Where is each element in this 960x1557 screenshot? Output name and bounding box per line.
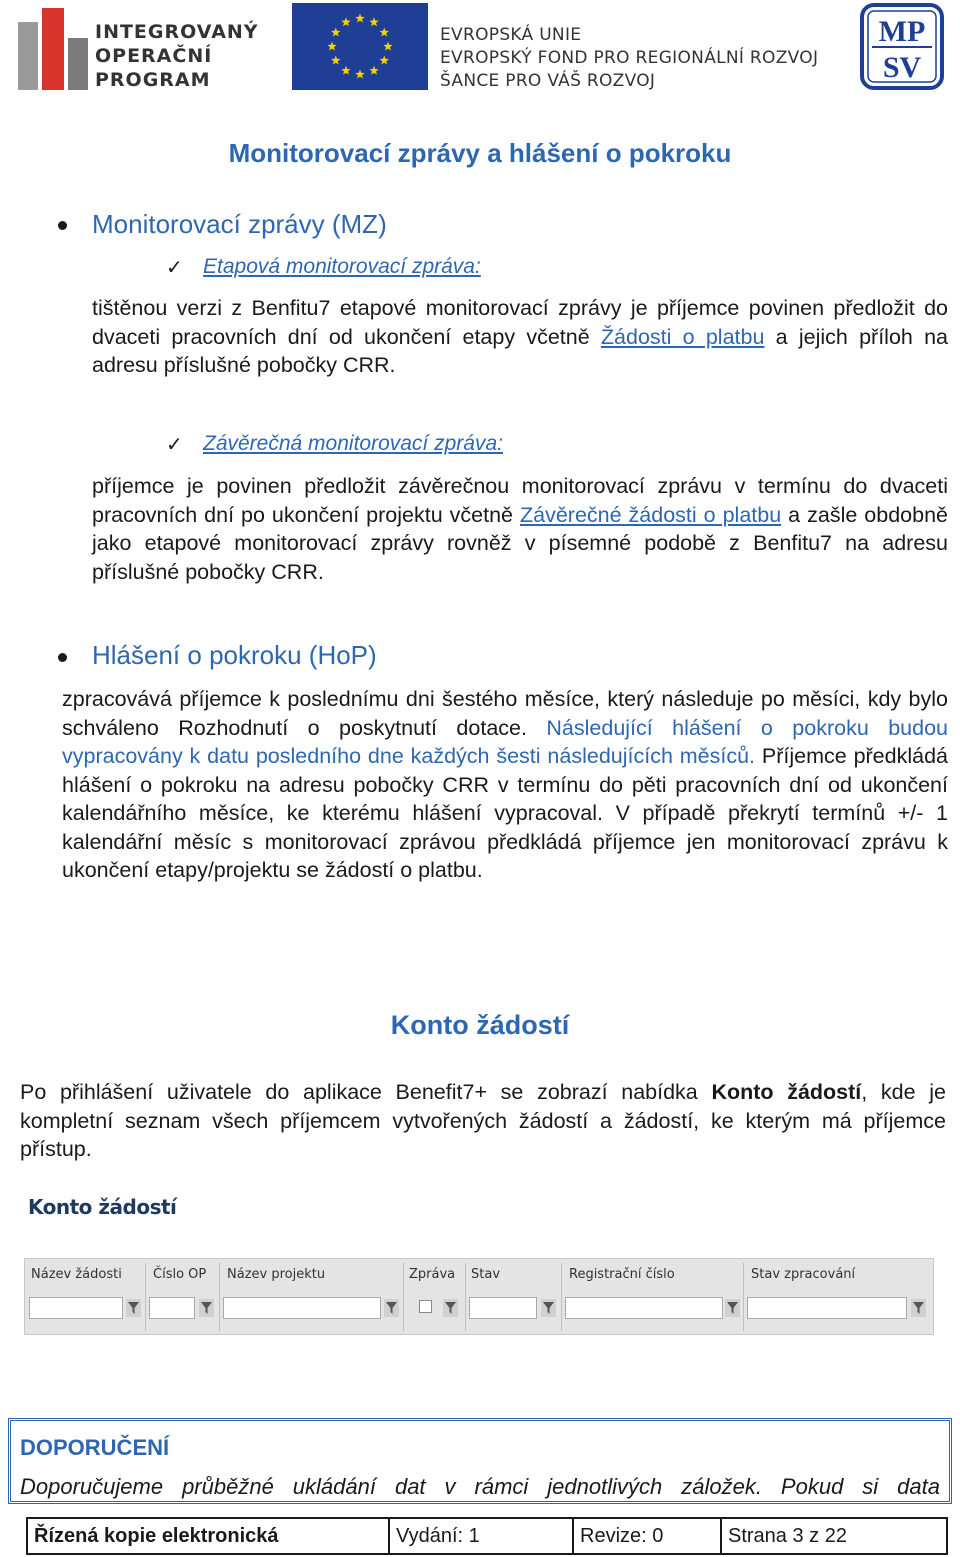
eu-line: ŠANCE PRO VÁŠ ROZVOJ [440,71,656,91]
eu-star-icon [369,66,379,75]
eu-flag-icon [292,3,428,90]
section-title: Monitorovací zprávy a hlášení o pokroku [228,138,732,168]
mpsv-logo-icon [860,3,944,90]
eu-line: EVROPSKÝ FOND PRO REGIONÁLNÍ ROZVOJ [440,48,819,68]
eu-star-icon [341,17,351,26]
iop-line: INTEGROVANÝ [95,21,259,43]
text-run: příjemce je povinen předložit závěrečnou monitorovací zprávu v termínu do dvaceti pracovních dní po ukončení projektu včetně [92,474,948,527]
paragraph-etapova [92,294,948,380]
eu-star-icon [341,66,351,75]
bullet-icon [58,653,67,662]
filter-input-registracni-cislo[interactable] [565,1297,723,1319]
filter-funnel-icon[interactable] [126,1299,141,1317]
text-run: Po přihlášení uživatele do aplikace Benefit7+ se zobrazí nabídka [20,1080,712,1104]
eu-star-icon [369,17,379,26]
footer-table [26,1517,948,1555]
text-run: a jejich příloh na adresu příslušné pobočky CRR. [92,324,949,377]
filter-input-stav[interactable] [469,1297,537,1319]
column-header[interactable]: Zpráva [409,1267,456,1282]
filter-funnel-icon[interactable] [384,1299,399,1317]
eu-star-icon [331,28,341,37]
filter-funnel-icon[interactable] [541,1299,556,1317]
iop-logo-icon [18,8,88,90]
text-run: , kde je kompletní seznam všech příjemcem vytvořených žádostí a žádostí, ke kterým má příjemce přístup. [20,1080,946,1161]
column-header[interactable]: Stav zpracování [751,1267,856,1282]
footer-revision: Revize: 0 [574,1519,722,1553]
mpsv-top-text: MP [878,15,926,48]
bullet-icon [58,221,67,230]
column-header[interactable]: Název projektu [227,1267,326,1282]
link-zadosti-o-platbu[interactable]: Žádosti o platbu [600,324,765,349]
link-zaverecne-zadosti[interactable]: Závěrečné žádosti o platbu [519,502,782,527]
column-header[interactable]: Název žádosti [31,1267,122,1282]
column-header[interactable]: Registrační číslo [569,1267,675,1282]
text-run: a zašle obdobně jako etapové monitorovací zprávy rovněž v písemné podobě z Benfitu7 na adresu příslušné pobočky CRR. [92,502,948,584]
recommendation-text: Doporučujeme průběžné ukládání dat v rámci jednotlivých záložek. Pokud si data [20,1474,940,1499]
bullet-heading-mz: Monitorovací zprávy (MZ) [92,209,387,239]
mpsv-bottom-text: SV [882,51,922,84]
eu-star-icon [327,42,337,51]
paragraph-zaverecna [92,472,948,586]
text-run-blue: Následující hlášení o pokroku budou vypracovány k datu posledního dne každých šesti následujících měsíců. [62,715,949,768]
filter-input-nazev-zadosti[interactable] [29,1297,123,1319]
column-header[interactable]: Číslo OP [153,1267,207,1282]
eu-star-icon [383,42,393,51]
paragraph-hop [62,685,948,885]
footer-copy-label: Řízená kopie elektronická [28,1519,390,1553]
screenshot-title: Konto žádostí [28,1195,177,1219]
subheading-etapova: Etapová monitorovací zpráva: [203,255,481,278]
iop-line: PROGRAM [95,69,211,91]
filter-funnel-icon[interactable] [911,1299,926,1317]
text-run: Příjemce předkládá hlášení o pokroku na adresu pobočky CRR v termínu do pěti pracovních dní od ukončení kalendářního měsíce, ke kterému hlášení vypracoval. V případě překrytí termínů +/- 1 kalendářní měsíc s monitorovací zprávou předkládá příjemce jen monitorovací zprávu k ukončení etapy/projektu se žádostí o platbu. [62,744,948,882]
filter-input-cislo-op[interactable] [149,1297,195,1319]
text-run: tištěnou verzi z Benfitu7 etapové monitorovací zprávy je příjemce povinen předložit do dvaceti pracovních dní od ukončení etapy včetně [92,296,948,349]
eu-star-icon [355,70,365,79]
iop-logo-text [95,20,259,92]
eu-star-icon [379,28,389,37]
text-run: zpracovává příjemce k poslednímu dni šestého měsíce, který následuje po měsíci, kdy bylo schváleno Rozhodnutí o poskytnutí dotace. [62,687,948,740]
bullet-heading-hop: Hlášení o pokroku (HoP) [92,640,377,670]
eu-line: EVROPSKÁ UNIE [440,25,582,45]
filter-input-stav-zpracovani[interactable] [747,1297,907,1319]
subheading-zaverecna: Závěrečná monitorovací zpráva: [203,432,503,455]
filter-funnel-icon[interactable] [199,1299,214,1317]
eu-star-icon [379,56,389,65]
filter-funnel-icon[interactable] [725,1299,740,1317]
iop-line: OPERAČNÍ [95,45,213,67]
section-title-konto: Konto žádostí [390,1010,570,1040]
eu-star-icon [355,14,365,23]
recommendation-title: DOPORUČENÍ [20,1435,170,1460]
filter-input-nazev-projektu[interactable] [223,1297,381,1319]
konto-filter-grid [24,1258,934,1335]
checkmark-icon: ✓ [166,434,183,456]
footer-page: Strana 3 z 22 [728,1524,847,1547]
filter-funnel-icon[interactable] [443,1299,458,1317]
eu-logo-text [440,24,818,93]
column-header[interactable]: Stav [471,1267,501,1282]
text-run-bold: Konto žádostí [711,1080,862,1104]
checkmark-icon: ✓ [166,257,183,279]
footer-edition: Vydání: 1 [390,1519,574,1553]
filter-checkbox-zprava[interactable] [419,1300,432,1313]
paragraph-konto [20,1078,946,1164]
eu-star-icon [331,56,341,65]
